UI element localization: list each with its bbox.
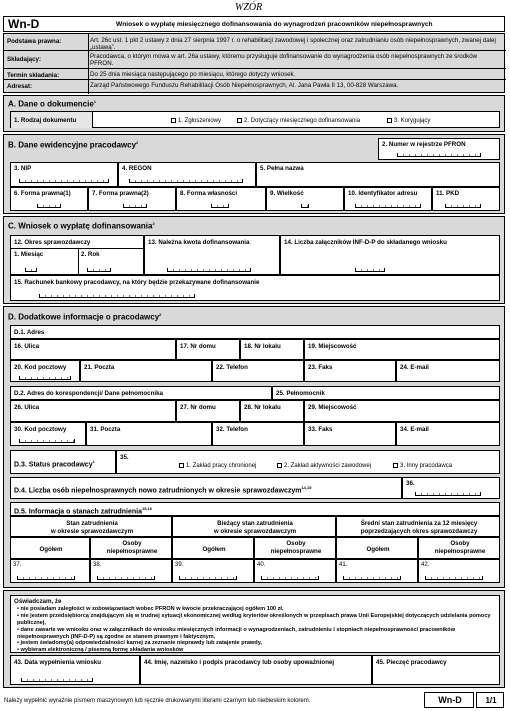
d4-new-hires: D.4. Liczba osób niepełnosprawnych nowo zatrudnionych w okresie sprawozdawczym$^{14,15}$ [10,477,402,499]
info-value-termin: Do 25 dnia miesiąca następującego po miesiącu, którego dotyczy wniosek. [90,71,296,78]
d5-col-running: Bieżący stan zatrudnienia w okresie sprawozdawczym [172,516,336,537]
field-45-stamp[interactable]: 45. Pieczęć pracodawcy [372,655,500,685]
section-d-title: D. Dodatkowe informacje o pracodawcy$^2$ [8,312,162,322]
option-inny-pracodawca[interactable]: 3. Inny pracodawca [393,463,452,469]
option-zgloszeniowy[interactable]: 1. Zgłoszeniowy [171,118,221,124]
field-31-post-office[interactable]: 31. Poczta [86,422,212,446]
field-20-postal-code[interactable]: 20. Kod pocztowy [10,360,80,382]
field-12-year-label: 2. Rok [81,251,100,258]
field-22-phone[interactable]: 22. Telefon [212,360,304,382]
info-label-termin: Termin składania: [7,72,60,79]
info-label-podstawa: Podstawa prawna: [7,38,62,45]
section-b-title: B. Dane ewidencyjne pracodawcy$^2$ [8,140,139,150]
field-18-apartment-no[interactable]: 18. Nr lokalu [240,339,304,360]
field-40[interactable]: 40. [254,559,336,583]
info-label-adresat: Adresat: [7,83,33,90]
d5-employment: D.5. Informacja o stanach zatrudnienia$^{15,16}$ [10,502,500,516]
field-28-apartment-no[interactable]: 28. Nr lokalu [240,400,304,422]
field-4-regon[interactable]: 4. REGON [118,162,256,187]
field-36-new-hires[interactable]: 36. [402,477,500,499]
d5-sub-disabled-2: Osoby niepełnosprawne [254,537,336,559]
form-code: Wn-D [8,17,40,31]
field-8-ownership-form[interactable]: 8. Forma własności [176,187,266,211]
field-12-period[interactable]: 12. Okres sprawozdawczy 1. Miesiąc 2. Rok [10,235,144,275]
section-b [3,134,505,214]
statement-item-5[interactable]: • wybieram elektroniczną / pisemną formę składania wniosków [17,647,184,653]
watermark: WZÓR [235,2,263,13]
field-5-full-name[interactable]: 5. Pełna nazwa [256,162,500,187]
option-zakład-aktywnosci[interactable]: 2. Zakład aktywności zawodowej [277,463,371,469]
d3-status: D.3. Status pracodawcy$^1$ [10,450,116,474]
statement-item-2: • nie jestem przedsiębiorcą znajdującym się w trudnej sytuacji ekonomicznej według kryteriów określonych w przepisach prawa Unii Europejskiej dotyczących udzielania pomocy publicznej, [17,613,491,626]
field-17-house-no[interactable]: 17. Nr domu [176,339,240,360]
info-value-adresat: Zarząd Państwowego Funduszu Rehabilitacji Osób Niepełnosprawnych, Al. Jana Pawła II 13, 00-828 Warszawa. [90,82,399,89]
field-3-nip[interactable]: 3. NIP [10,162,118,187]
field-2-pfron-number[interactable]: 2. Numer w rejestrze PFRON [378,138,500,160]
field-29-city[interactable]: 29. Miejscowość [304,400,500,422]
field-38[interactable]: 38. [90,559,172,583]
field-32-phone[interactable]: 32. Telefon [212,422,304,446]
field-27-house-no[interactable]: 27. Nr domu [176,400,240,422]
section-d [3,306,505,588]
d5-sub-total-1: Ogółem [10,537,90,559]
info-label-skladajacy: Składający: [7,56,42,63]
field-19-city[interactable]: 19. Miejscowość [304,339,500,360]
field-35-status[interactable]: 35. 1. Zakład pracy chronionej 2. Zakład aktywności zawodowej 3. Inny pracodawca [116,450,500,474]
footer-page: 1/1 [476,692,504,708]
field-11-pkd[interactable]: 11. PKD [432,187,500,211]
d5-sub-total-3: Ogółem [336,537,418,559]
section-c-title: C. Wniosek o wypłatę dofinansowania$^2$ [8,221,155,231]
info-table [3,33,505,93]
field-6-legal-form-1[interactable]: 6. Forma prawna(1) [10,187,88,211]
field-25-proxy[interactable]: 25. Pełnomocnik [272,386,500,400]
footer-note: Należy wypełnić wyraźnie pismem maszynowym lub ręcznie drukowanymi literami czarnym lub niebieskim kolorem. [4,698,311,704]
d5-sub-disabled-1: Osoby niepełnosprawne [90,537,172,559]
section-c [3,216,505,304]
statement-box: Oświadczam, że • nie posiadam zaległości w zobowiązaniach wobec PFRON w kwocie przekraczającej ogółem 100 zł, • nie jestem przedsiębiorcą znajdującym się w trudnej sytuacji ekonomicznej według kryteriów określonych w przepisach prawa Unii Europejskiej dotyczących udzielania pomocy publicznej, • dane zawarte we wniosku oraz w załącznikach do wniosku miesięcznych informacji o wynagrodzeniach, zatrudnieniu i stopniach niepełnosprawności pracowników niepełnosprawnych (INF-D-P) są zgodne ze stanem prawnym i faktycznym, • jestem świadomy(a) odpowiedzialności karnej za zeznanie nieprawdy lub zatajenie prawdy, • wybieram elektroniczną / pisemną formę składania wniosków [10,595,500,653]
d5-col-current: Stan zatrudnienia w okresie sprawozdawczym [10,516,172,537]
field-37[interactable]: 37. [10,559,90,583]
field-42[interactable]: 42. [418,559,500,583]
field-39[interactable]: 39. [172,559,254,583]
option-zakład-pracy-chronionej[interactable]: 1. Zakład pracy chronionej [179,463,256,469]
option-miesieczny[interactable]: 2. Dotyczący miesięcznego dofinansowania [237,118,360,124]
form-title: Wniosek o wypłatę miesięcznego dofinansowania do wynagrodzeń pracowników niepełnosprawnych [116,21,433,28]
info-value-podstawa: Art. 26c ust. 1 pkt 2 ustawy z dnia 27 sierpnia 1997 r. o rehabilitacji zawodowej i społecznej oraz zatrudnianiu osób niepełnosprawnych, zwanej dalej „ustawą”. [90,37,496,52]
form-header [3,16,505,32]
field-34-email[interactable]: 34. E-mail [396,422,500,446]
info-value-skladajacy: Pracodawca, o którym mowa w art. 26a ustawy, któremu przysługuje dofinansowanie do wynagrodzenia osób niepełnosprawnych ze środków PFRON. [90,53,478,68]
field-10-address-id[interactable]: 10. Identyfikator adresu [344,187,432,211]
field-12-month-label: 1. Miesiąc [14,251,44,258]
field-30-postal-code[interactable]: 30. Kod pocztowy [10,422,86,446]
statement-item-4: • jestem świadomy(a) odpowiedzialności karnej za zeznanie nieprawdy lub zatajenie prawdy, [17,640,262,646]
footer-form-code: Wn-D [424,692,474,708]
field-21-post-office[interactable]: 21. Poczta [80,360,212,382]
field-41[interactable]: 41. [336,559,418,583]
field-14-attachments[interactable]: 14. Liczba załączników INF-D-P do składanego wniosku [280,235,500,275]
field-24-email[interactable]: 24. E-mail [396,360,500,382]
field-44-signature[interactable]: 44. Imię, nazwisko i podpis pracodawcy lub osoby upoważnionej [140,655,372,685]
option-korygujacy[interactable]: 3. Korygujący [387,118,430,124]
field-1-document-type[interactable]: 1. Rodzaj dokumentu 1. Zgłoszeniowy 2. Dotyczący miesięcznego dofinansowania 3. Korygujący [10,111,500,128]
field-7-legal-form-2[interactable]: 7. Forma prawna(2) [88,187,176,211]
statement-item-1: • nie posiadam zaległości w zobowiązaniach wobec PFRON w kwocie przekraczającej ogółem 100 zł, [17,606,284,612]
field-33-fax[interactable]: 33. Faks [304,422,396,446]
d5-col-average: Średni stan zatrudnienia za 12 miesięcy poprzedzających okres sprawozdawczy [336,516,500,537]
d5-sub-total-2: Ogółem [172,537,254,559]
section-a [3,95,505,132]
field-13-amount[interactable]: 13. Należna kwota dofinansowania [144,235,280,275]
d2-header: D.2. Adres do korespondencji/ Dane pełnomocnika [10,386,272,400]
field-43-fill-date[interactable]: 43. Data wypełnienia wniosku [10,655,140,685]
field-26-street[interactable]: 26. Ulica [10,400,176,422]
statement-item-3: • dane zawarte we wniosku oraz w załącznikach do wniosku miesięcznych informacji o wynagrodzeniach, zatrudnieniu i stopniach niepełnosprawności pracowników niepełnosprawnych (INF-D-P) są zgodne ze stanem prawnym i faktycznym, [17,627,456,640]
field-16-street[interactable]: 16. Ulica [10,339,176,360]
statement-section [3,590,505,688]
d1-header: D.1. Adres [10,325,500,339]
field-15-bank-account[interactable]: 15. Rachunek bankowy pracodawcy, na który będzie przekazywane dofinansowanie [10,275,500,301]
field-9-size[interactable]: 9. Wielkość [266,187,344,211]
section-a-title: A. Dane o dokumencie$^1$ [8,99,97,109]
d5-sub-disabled-3: Osoby niepełnosprawne [418,537,500,559]
field-23-fax[interactable]: 23. Faks [304,360,396,382]
